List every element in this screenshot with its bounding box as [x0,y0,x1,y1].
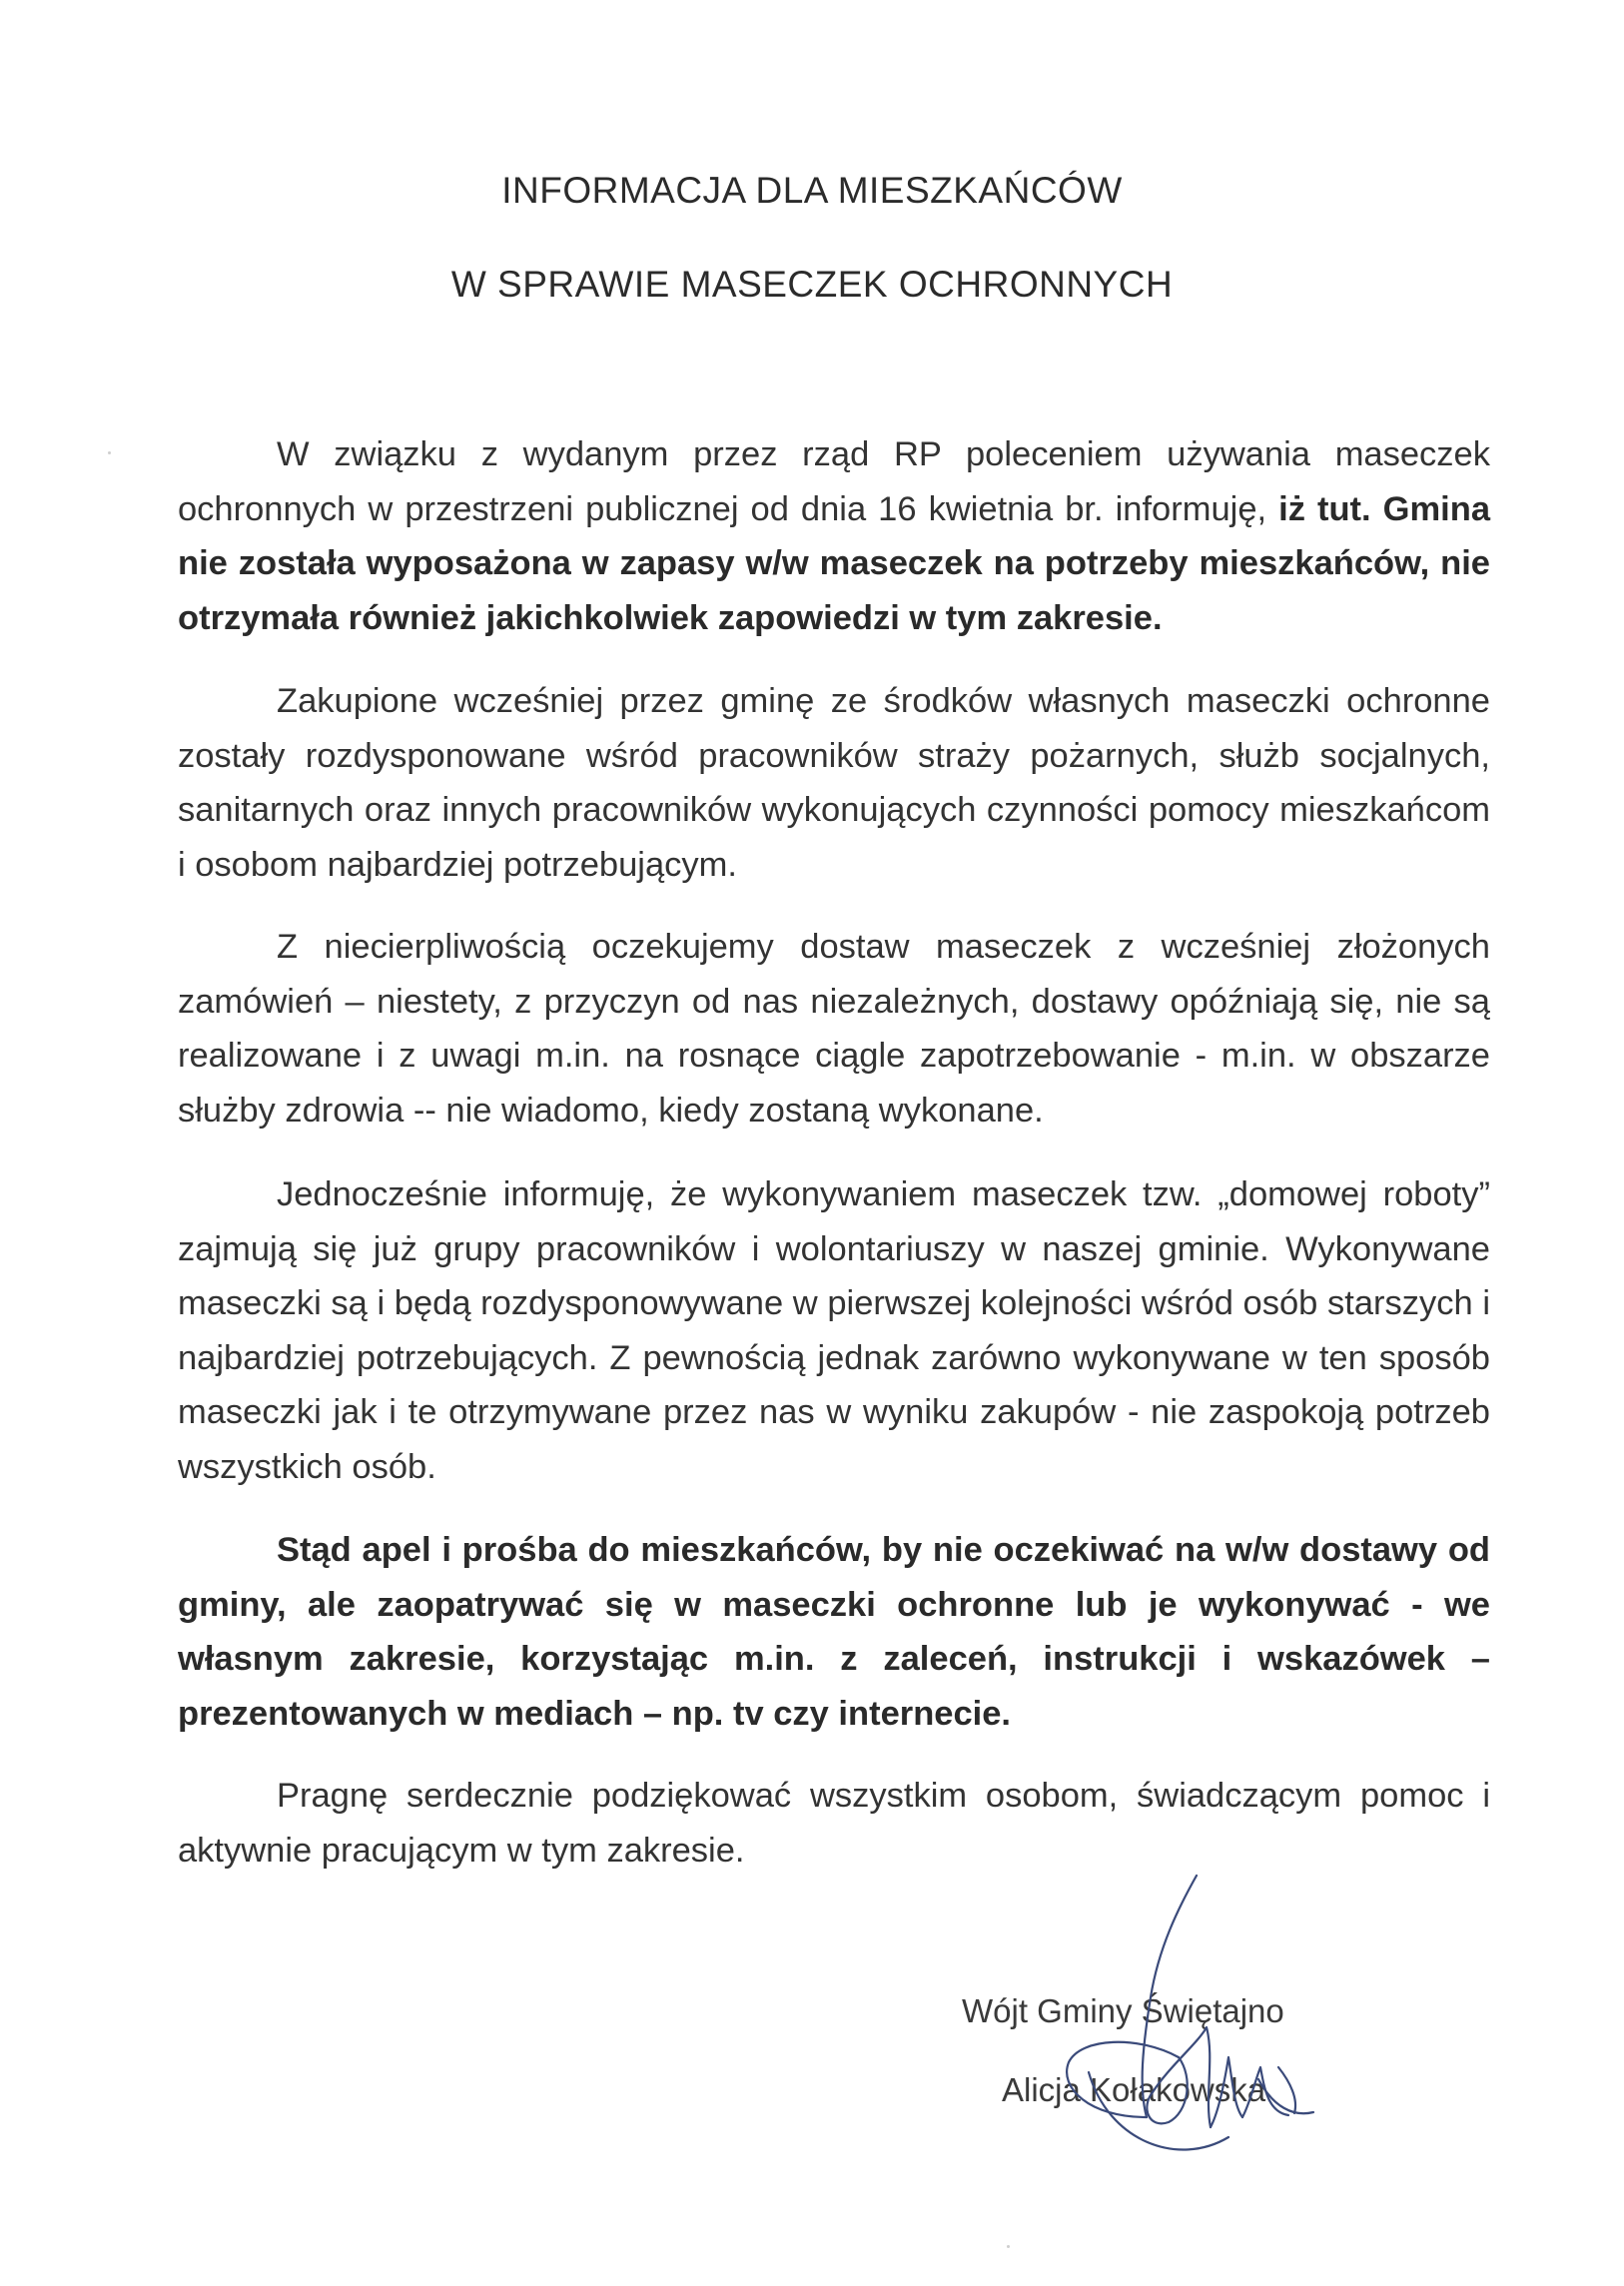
paragraph-2-text: Zakupione wcześniej przez gminę ze środków własnych maseczki ochronne zostały rozdysponowane wśród pracowników straży pożarnych, służb socjalnych, sanitarnych oraz innych pracowników wykonujących czynności pomocy mieszkańcom i osobom najbardziej potrzebującym. [178,682,1490,884]
paragraph-5-text: Stąd apel i prośba do mieszkańców, by nie oczekiwać na w/w dostawy od gminy, ale zaopatrywać się w maseczki ochronne lub je wykonywać - we własnym zakresie, korzystając m.in. z zaleceń, instrukcji i wskazówek – prezentowanych w mediach – np. tv czy internecie. [178,1531,1490,1733]
paragraph-1-bold: iż tut. Gmina nie została wyposażona w zapasy w/w maseczek na potrzeby mieszkańców, nie otrzymała również jakichkolwiek zapowiedzi w tym zakresie. [178,489,1490,637]
paragraph-2 [178,674,1490,892]
paragraph-6 [178,1769,1490,1878]
paragraph-1 [178,427,1490,645]
scan-speck [1007,2245,1010,2248]
scan-speck [108,451,111,454]
paragraph-4-text: Jednocześnie informuję, że wykonywaniem maseczek tzw. „domowej roboty” zajmują się już grupy pracowników i wolontariuszy w naszej gminie. Wykonywane maseczki są i będą rozdysponowywane w pierwszej kolejności wśród osób starszych i najbardziej potrzebujących. Z pewnością jednak zarówno wykonywane w ten sposób maseczki jak i te otrzymywane przez nas w wyniku zakupów - nie zaspokoją potrzeb wszystkich osób. [178,1175,1490,1486]
paragraph-4 [178,1167,1490,1494]
paragraph-5 [178,1523,1490,1741]
signature-name: Alicja Kołakowska [1002,2071,1266,2108]
handwritten-signature [1029,1868,1318,2197]
title-line-2: W SPRAWIE MASECZEK OCHRONNYCH [450,264,1174,305]
paragraph-1-text: W związku z wydanym przez rząd RP poleceniem używania maseczek ochronnych w przestrzeni publicznej od dnia 16 kwietnia br. informuję, [178,435,1490,528]
paragraph-6-text: Pragnę serdecznie podziękować wszystkim osobom, świadczącym pomoc i aktywnie pracującym w tym zakresie. [178,1777,1490,1870]
title-line-1: INFORMACJA DLA MIESZKAŃCÓW [501,170,1123,211]
paragraph-3 [178,920,1490,1138]
paragraph-3-text: Z niecierpliwością oczekujemy dostaw maseczek z wcześniej złożonych zamówień – niestety, z przyczyn od nas niezależnych, dostawy opóźniają się, nie są realizowane i z uwagi m.in. na rosnące ciągle zapotrzebowanie - m.in. w obszarze służby zdrowia -- nie wiadomo, kiedy zostaną wykonane. [178,928,1490,1130]
signature-role: Wójt Gminy Świętajno [962,1992,1284,2029]
